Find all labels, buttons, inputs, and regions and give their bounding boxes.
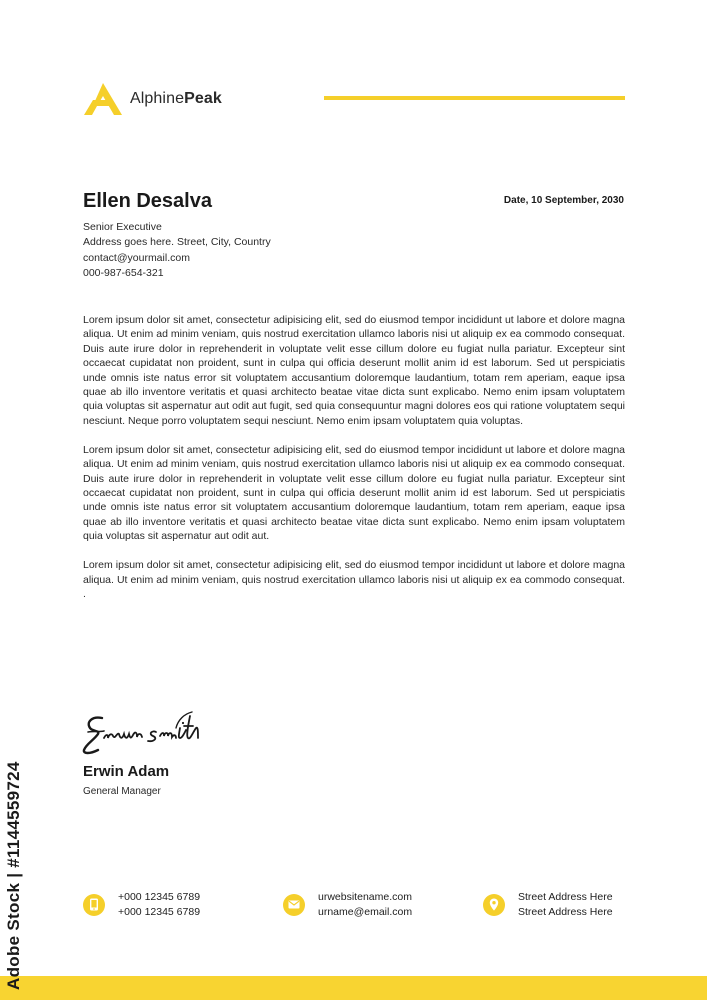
triangle-logo-icon: [84, 83, 122, 115]
website-text: urwebsitename.com: [318, 891, 412, 903]
body-paragraph: Lorem ipsum dolor sit amet, consectetur adipisicing elit, sed do eiusmod tempor incididunt ut labore et dolore magna aliqua. Ut enim ad minim veniam, quis nostrud exercitation ullamco laboris nisi ut aliquip ex ea commodo consequat. Duis aute irure dolor in reprehenderit in voluptate velit esse cillum dolore eu fugiat nulla pariatur. Excepteur sint occaecat cupidatat non proident, sunt in culpa qui officia deserunt mollit anim id est laborum. Sed ut perspiciatis unde omnis iste natus error sit voluptatem accusantium doloremque laudantium, totam rem aperiam, eaque ipsa quae ab illo inventore veritatis et quasi architecto beatae vitae dicta sunt explicabo. Nemo enim ipsam voluptatem quia voluptas sit aspernatur aut odit aut.: [83, 443, 625, 543]
brand-logo: [84, 83, 222, 115]
sender-address: Address goes here. Street, City, Country: [83, 236, 271, 249]
contact-web: [283, 890, 412, 919]
sender-phone: 000-987-654-321: [83, 266, 164, 279]
contact-address: [483, 890, 613, 919]
location-pin-icon: [483, 894, 505, 916]
phone-line-1: +000 12345 6789: [118, 891, 201, 903]
sender-info: [83, 220, 271, 281]
email-text: urname@email.com: [318, 905, 413, 918]
body-paragraph: Lorem ipsum dolor sit amet, consectetur adipisicing elit, sed do eiusmod tempor incididunt ut labore et dolore magna aliqua. Ut enim ad minim veniam, quis nostrud exercitation ullamco laboris nisi ut aliquip ex ea commodo consequat. Duis aute irure dolor in reprehenderit in voluptate velit esse cillum dolore eu fugiat nulla pariatur. Excepteur sint occaecat cupidatat non proident, sunt in culpa qui officia deserunt mollit anim id est laborum. Sed ut perspiciatis unde omnis iste natus error sit voluptatem accusantium doloremque laudantium, totam rem aperiam, eaque ipsa quae ab illo inventore veritatis et quasi architecto beatae vitae dicta sunt explicabo. Nemo enim ipsam voluptatem quia voluptas sit aspernatur aut odit aut fugit, sed quia consequuntur magni dolores eos qui ratione voluptatem sequi nesciunt. Neque porro voluptatem sequi nesciunt. Nemo enim ipsam voluptatem quia voluptas.: [83, 314, 625, 427]
signer-title: General Manager: [83, 786, 161, 797]
signer-name: Erwin Adam: [83, 763, 170, 780]
address-line-2: Street Address Here: [518, 905, 613, 918]
phone-line-2: +000 12345 6789: [118, 905, 201, 918]
handwritten-signature: [80, 708, 230, 758]
brand-name: AlphinePeak: [130, 90, 222, 107]
letter-date: Date, 10 September, 2030: [503, 195, 624, 206]
email-icon: [283, 894, 305, 916]
address-line-1: Street Address Here: [518, 891, 613, 903]
phone-icon: [83, 894, 105, 916]
footer-accent-bar: [0, 976, 707, 1000]
sender-name: Ellen Desalva: [83, 190, 212, 212]
sender-email: contact@yourmail.com: [83, 251, 190, 264]
sender-title: Senior Executive: [83, 221, 162, 233]
contact-phone: [83, 890, 200, 919]
header-accent-line: [324, 96, 625, 100]
body-paragraph: Lorem ipsum dolor sit amet, consectetur adipisicing elit, sed do eiusmod tempor incididunt ut labore et dolore magna aliqua. Ut enim ad minim veniam, quis nostrud exercitation ullamco laboris nisi ut aliquip ex ea commodo consequat. .: [83, 559, 625, 601]
letter-body: [83, 313, 625, 616]
stock-watermark: Adobe Stock | #1144559724: [4, 761, 23, 990]
